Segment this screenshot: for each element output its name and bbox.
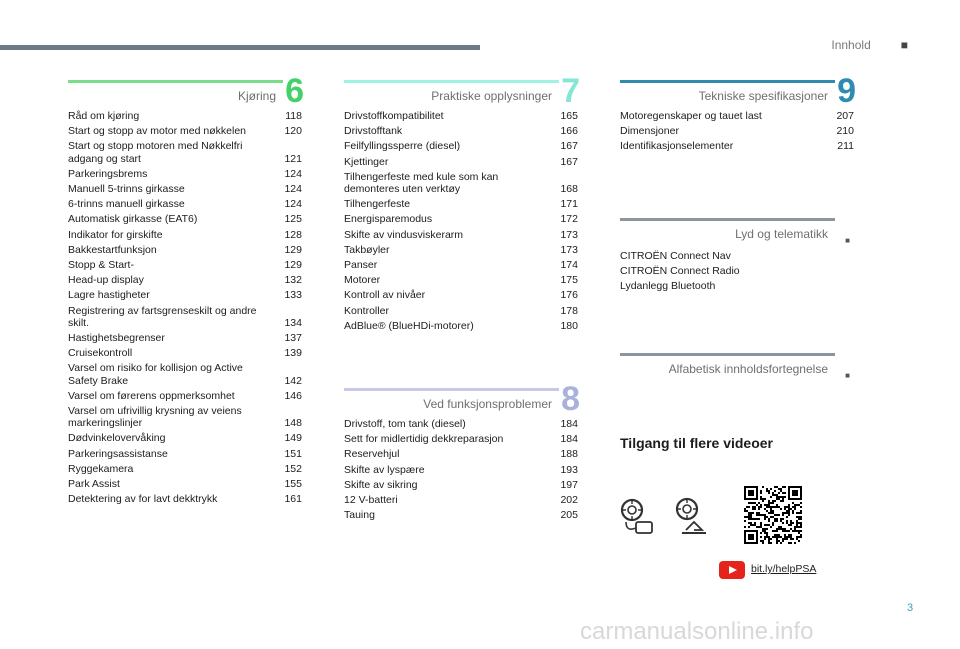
toc-entry[interactable]: [344, 418, 580, 433]
toc-entry-title: Varsel om førerens oppmerksomhet: [68, 389, 235, 402]
toc-entry[interactable]: [68, 140, 304, 167]
toc-entry-page: 184: [560, 433, 578, 446]
toc-entry[interactable]: [68, 362, 304, 389]
toc-entry[interactable]: [68, 493, 304, 508]
toc-entry-title: Bakkestartfunksjon: [68, 243, 157, 256]
toc-entry[interactable]: [68, 332, 304, 347]
section-9-list: [620, 110, 856, 156]
toc-entry-title: Tilhengerfeste med kule som kan demonteres uten verktøy: [344, 170, 499, 196]
toc-entry-page: 129: [284, 259, 302, 272]
section-6-list: [68, 110, 304, 508]
toc-entry-title: Varsel om ufrivillig krysning av veiens markeringslinjer: [68, 405, 242, 430]
videos-title: Tilgang til flere videoer: [620, 435, 774, 451]
toc-entry-title: Stopp & Start-: [68, 259, 134, 272]
toc-entry-page: 128: [284, 228, 302, 241]
toc-entry[interactable]: [344, 274, 580, 289]
section-7-list: [344, 110, 580, 335]
toc-entry-title: Park Assist: [68, 478, 120, 491]
toc-entry-title: Indikator for girskifte: [68, 228, 163, 241]
telematics-item[interactable]: Lydanlegg Bluetooth: [620, 280, 716, 292]
toc-entry-title: Tauing: [344, 509, 375, 522]
page-number: 3: [907, 602, 914, 614]
toc-entry-page: 173: [560, 243, 578, 256]
toc-entry-page: 148: [284, 417, 302, 430]
toc-entry-page: 146: [284, 389, 302, 402]
toc-entry-page: 210: [836, 125, 854, 138]
toc-entry-title: Varsel om risiko for kollisjon og Active Safety Brake: [68, 362, 243, 387]
section-6-rule: [68, 80, 283, 83]
toc-entry-page: 142: [284, 374, 302, 387]
toc-entry-title: Cruisekontroll: [68, 347, 133, 360]
index-title: Alfabetisk innholdsfortegnelse: [668, 362, 828, 376]
index-section: [620, 353, 856, 383]
toc-entry-title: Sett for midlertidig dekkreparasjon: [344, 433, 504, 446]
section-7: [344, 72, 580, 335]
toc-entry-title: Drivstoffkompatibilitet: [344, 110, 444, 122]
toc-entry[interactable]: [68, 274, 304, 289]
toc-entry-page: 134: [284, 316, 302, 329]
toc-entry-title: 12 V-batteri: [344, 494, 398, 507]
section-9-number: 9: [837, 72, 856, 110]
toc-entry-page: 137: [284, 332, 302, 345]
toc-entry-page: 167: [560, 140, 578, 153]
telematics-item[interactable]: CITROËN Connect Radio: [620, 265, 740, 277]
top-bar: [0, 45, 480, 50]
toc-entry[interactable]: [68, 183, 304, 198]
toc-entry[interactable]: [68, 347, 304, 362]
telematics-rule: [620, 218, 835, 221]
tyre-repair-kit-icon[interactable]: [616, 496, 660, 540]
toc-entry-page: 202: [560, 494, 578, 507]
toc-entry-title: Identifikasjonselementer: [620, 140, 734, 153]
toc-entry-title: Start og stopp av motor med nøkkelen: [68, 125, 247, 138]
toc-entry-page: 176: [560, 289, 578, 302]
toc-entry-title: Dimensjoner: [620, 125, 679, 138]
section-6-title: Kjøring: [237, 89, 276, 103]
toc-entry-page: 166: [560, 125, 578, 138]
toc-entry[interactable]: [344, 213, 580, 228]
section-7-header[interactable]: [344, 72, 580, 110]
telematics-section: [620, 218, 856, 294]
toc-entry-page: 161: [284, 493, 302, 506]
index-rule: [620, 353, 835, 356]
toc-entry-page: 197: [560, 478, 578, 491]
section-6: [68, 72, 304, 508]
toc-entry[interactable]: [344, 448, 580, 463]
toc-entry-page: 168: [560, 183, 578, 196]
toc-entry-title: Head-up display: [68, 274, 144, 287]
toc-entry-title: Start og stopp motoren med Nøkkelfri adgang og start: [68, 140, 243, 165]
toc-entry-title: Parkeringsbrems: [68, 167, 148, 180]
toc-entry-page: 152: [284, 462, 302, 475]
toc-entry[interactable]: [68, 390, 304, 405]
section-8: [344, 380, 580, 524]
section-9: [620, 72, 856, 156]
section-9-title: Tekniske spesifikasjoner: [698, 89, 828, 103]
toc-entry-title: Drivstofftank: [344, 125, 403, 138]
toc-entry[interactable]: [68, 244, 304, 259]
telematics-item[interactable]: CITROËN Connect Nav: [620, 250, 731, 262]
toc-entry-page: 178: [560, 304, 578, 317]
toc-entry-page: 193: [560, 463, 578, 476]
toc-entry-title: Parkeringsassistanse: [68, 447, 168, 460]
toc-entry-title: Panser: [344, 259, 378, 272]
toc-entry[interactable]: [344, 244, 580, 259]
qr-code-icon[interactable]: [744, 486, 802, 544]
telematics-list: [620, 249, 856, 294]
section-6-number: 6: [285, 72, 304, 110]
toc-entry-page: 180: [560, 319, 578, 332]
toc-entry-page: 124: [284, 167, 302, 180]
toc-entry[interactable]: [344, 171, 580, 198]
toc-entry[interactable]: [344, 140, 580, 155]
toc-entry-page: 174: [560, 259, 578, 272]
toc-entry[interactable]: [344, 125, 580, 140]
toc-entry-title: Drivstoff, tom tank (diesel): [344, 418, 466, 430]
toc-entry[interactable]: [68, 259, 304, 274]
toc-entry[interactable]: [344, 433, 580, 448]
toc-entry[interactable]: [68, 198, 304, 213]
toc-entry-page: 125: [284, 213, 302, 226]
toc-entry[interactable]: [344, 229, 580, 244]
toc-entry-title: Automatisk girkasse (EAT6): [68, 213, 198, 226]
toc-entry[interactable]: [620, 140, 856, 155]
toc-entry-page: 172: [560, 213, 578, 226]
toc-entry[interactable]: [620, 125, 856, 140]
toc-entry-page: 118: [285, 110, 302, 122]
toc-entry[interactable]: [68, 213, 304, 228]
section-7-number: 7: [561, 72, 580, 110]
toc-entry[interactable]: [68, 229, 304, 244]
toc-entry-title: Kjettinger: [344, 155, 389, 168]
toc-entry[interactable]: [68, 125, 304, 140]
toc-entry[interactable]: [68, 168, 304, 183]
section-8-list: [344, 418, 580, 524]
toc-entry-page: 184: [560, 418, 578, 430]
youtube-icon[interactable]: [719, 561, 745, 579]
toc-entry[interactable]: [344, 156, 580, 171]
toc-entry-title: Råd om kjøring: [68, 110, 140, 122]
section-8-title: Ved funksjonsproblemer: [423, 397, 552, 411]
toc-entry[interactable]: [68, 305, 304, 332]
toc-entry-page: 124: [284, 183, 302, 196]
toc-entry-title: Feilfyllingssperre (diesel): [344, 140, 461, 153]
toc-entry[interactable]: [68, 289, 304, 304]
toc-entry-page: 205: [560, 509, 578, 522]
index-header[interactable]: [620, 353, 856, 383]
toc-entry-title: Skifte av lyspære: [344, 463, 425, 476]
toc-entry-title: Hastighetsbegrenser: [68, 332, 165, 345]
toc-entry-page: 167: [560, 155, 578, 168]
toc-entry[interactable]: [68, 448, 304, 463]
jack-wheel-icon[interactable]: [672, 496, 716, 540]
toc-entry-page: 139: [284, 347, 302, 360]
toc-entry[interactable]: [344, 494, 580, 509]
toc-entry-page: 207: [836, 110, 854, 122]
toc-entry-title: Dødvinkelovervåking: [68, 432, 166, 445]
toc-entry[interactable]: [344, 305, 580, 320]
section-7-rule: [344, 80, 559, 83]
section-8-number: 8: [561, 380, 580, 418]
toc-entry-title: Detektering av for lavt dekktrykk: [68, 493, 218, 506]
toc-entry-page: 165: [560, 110, 578, 122]
toc-entry-page: 132: [284, 274, 302, 287]
section-9-rule: [620, 80, 835, 83]
telematics-title: Lyd og telematikk: [735, 227, 828, 241]
toc-entry-page: 124: [284, 198, 302, 211]
toc-entry[interactable]: [344, 479, 580, 494]
toc-entry[interactable]: [344, 320, 580, 335]
toc-entry-title: AdBlue® (BlueHDi-motorer): [344, 319, 474, 332]
toc-entry-title: Registrering av fartsgrenseskilt og andre skilt.: [68, 304, 257, 329]
toc-entry-title: Skifte av vindusviskerarm: [344, 228, 464, 241]
help-link[interactable]: bit.ly/helpPSA: [751, 563, 817, 575]
toc-entry-page: 173: [560, 228, 578, 241]
toc-entry-page: 151: [284, 447, 302, 460]
toc-entry-title: Takbøyler: [344, 243, 390, 256]
toc-entry[interactable]: [68, 110, 304, 125]
toc-entry[interactable]: [344, 198, 580, 213]
toc-entry[interactable]: [68, 478, 304, 493]
toc-entry-page: 188: [560, 448, 578, 461]
page-header: [831, 38, 908, 52]
toc-entry-title: Lagre hastigheter: [68, 289, 150, 302]
toc-entry-page: 120: [284, 125, 302, 138]
toc-entry[interactable]: [344, 110, 580, 125]
header-marker: ■: [900, 38, 908, 52]
toc-entry-page: 171: [560, 198, 578, 211]
toc-entry[interactable]: [68, 405, 304, 432]
header-title: Innhold: [831, 38, 871, 52]
toc-entry-title: Motorer: [344, 274, 381, 287]
toc-entry[interactable]: [344, 464, 580, 479]
toc-entry-title: Kontroll av nivåer: [344, 289, 426, 302]
toc-entry-title: Kontroller: [344, 304, 389, 317]
toc-entry-title: Skifte av sikring: [344, 478, 418, 491]
toc-entry[interactable]: [620, 110, 856, 125]
section-8-rule: [344, 388, 559, 391]
telematics-header[interactable]: [620, 218, 856, 248]
watermark: carmanualsonline.info: [580, 618, 814, 645]
section-8-header[interactable]: [344, 380, 580, 418]
index-marker: ■: [845, 371, 850, 380]
toc-entry-title: Motoregenskaper og tauet last: [620, 110, 762, 122]
toc-entry-title: Ryggekamera: [68, 462, 134, 475]
toc-entry-title: 6-trinns manuell girkasse: [68, 198, 185, 211]
toc-entry-page: 211: [837, 140, 854, 153]
toc-entry[interactable]: [344, 509, 580, 524]
toc-entry[interactable]: [68, 432, 304, 447]
toc-entry-page: 133: [284, 289, 302, 302]
toc-entry[interactable]: [344, 259, 580, 274]
toc-entry-title: Reservehjul: [344, 448, 400, 461]
telematics-marker: ■: [845, 236, 850, 245]
section-9-header[interactable]: [620, 72, 856, 110]
toc-entry-title: Energisparemodus: [344, 213, 433, 226]
toc-entry[interactable]: [344, 289, 580, 304]
toc-entry-title: Manuell 5-trinns girkasse: [68, 183, 185, 196]
toc-entry-page: 121: [284, 152, 302, 165]
toc-entry-title: Tilhengerfeste: [344, 198, 411, 211]
toc-entry-page: 149: [284, 432, 302, 445]
section-6-header[interactable]: [68, 72, 304, 110]
toc-entry[interactable]: [68, 463, 304, 478]
toc-entry-page: 155: [284, 478, 302, 491]
section-7-title: Praktiske opplysninger: [431, 89, 552, 103]
toc-entry-page: 175: [560, 274, 578, 287]
toc-entry-page: 129: [284, 243, 302, 256]
